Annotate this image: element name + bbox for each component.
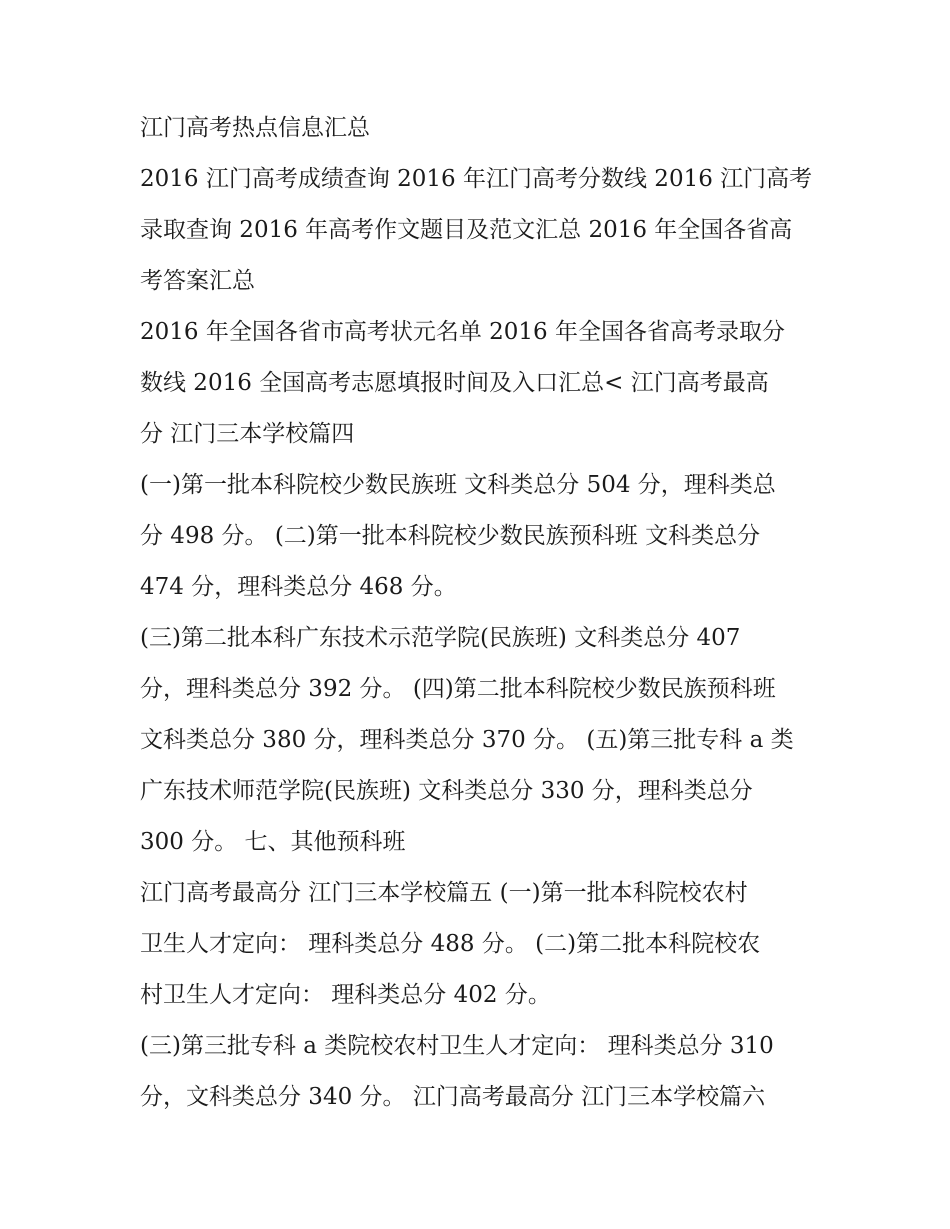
text-line: 300 分。 七、其他预科班 [140,829,406,855]
text-line: 文科类总分 380 分，理科类总分 370 分。 (五)第三批专科 a 类 [140,727,794,753]
text-line: 分 498 分。 (二)第一批本科院校少数民族预科班 文科类总分 [140,523,761,549]
text-line: (三)第三批专科 a 类院校农村卫生人才定向： 理科类总分 310 [140,1033,774,1059]
text-line: 卫生人才定向： 理科类总分 488 分。 (二)第二批本科院校农 [140,931,761,957]
text-line: 录取查询 2016 年高考作文题目及范文汇总 2016 年全国各省高 [140,217,793,243]
text-line: 数线 2016 全国高考志愿填报时间及入口汇总< 江门高考最高 [140,370,769,396]
text-line: (一)第一批本科院校少数民族班 文科类总分 504 分，理科类总 [140,472,776,498]
document-body [140,103,820,1123]
text-line: 2016 年全国各省市高考状元名单 2016 年全国各省高考录取分 [140,319,785,345]
text-line: 江门高考最高分 江门三本学校篇五 (一)第一批本科院校农村 [140,880,748,906]
text-line: 分 江门三本学校篇四 [140,421,355,447]
document-title: 江门高考热点信息汇总 [140,115,370,141]
text-line: 村卫生人才定向： 理科类总分 402 分。 [140,982,551,1008]
text-line: 分，理科类总分 392 分。 (四)第二批本科院校少数民族预科班 [140,676,776,702]
text-line: 2016 江门高考成绩查询 2016 年江门高考分数线 2016 江门高考 [140,166,813,192]
text-line: (三)第二批本科广东技术示范学院(民族班) 文科类总分 407 [140,625,741,651]
text-line: 广东技术师范学院(民族班) 文科类总分 330 分，理科类总分 [140,778,753,804]
text-line: 分，文科类总分 340 分。 江门高考最高分 江门三本学校篇六 [140,1084,766,1110]
text-line: 考答案汇总 [140,268,255,294]
text-line: 474 分，理科类总分 468 分。 [140,574,457,600]
